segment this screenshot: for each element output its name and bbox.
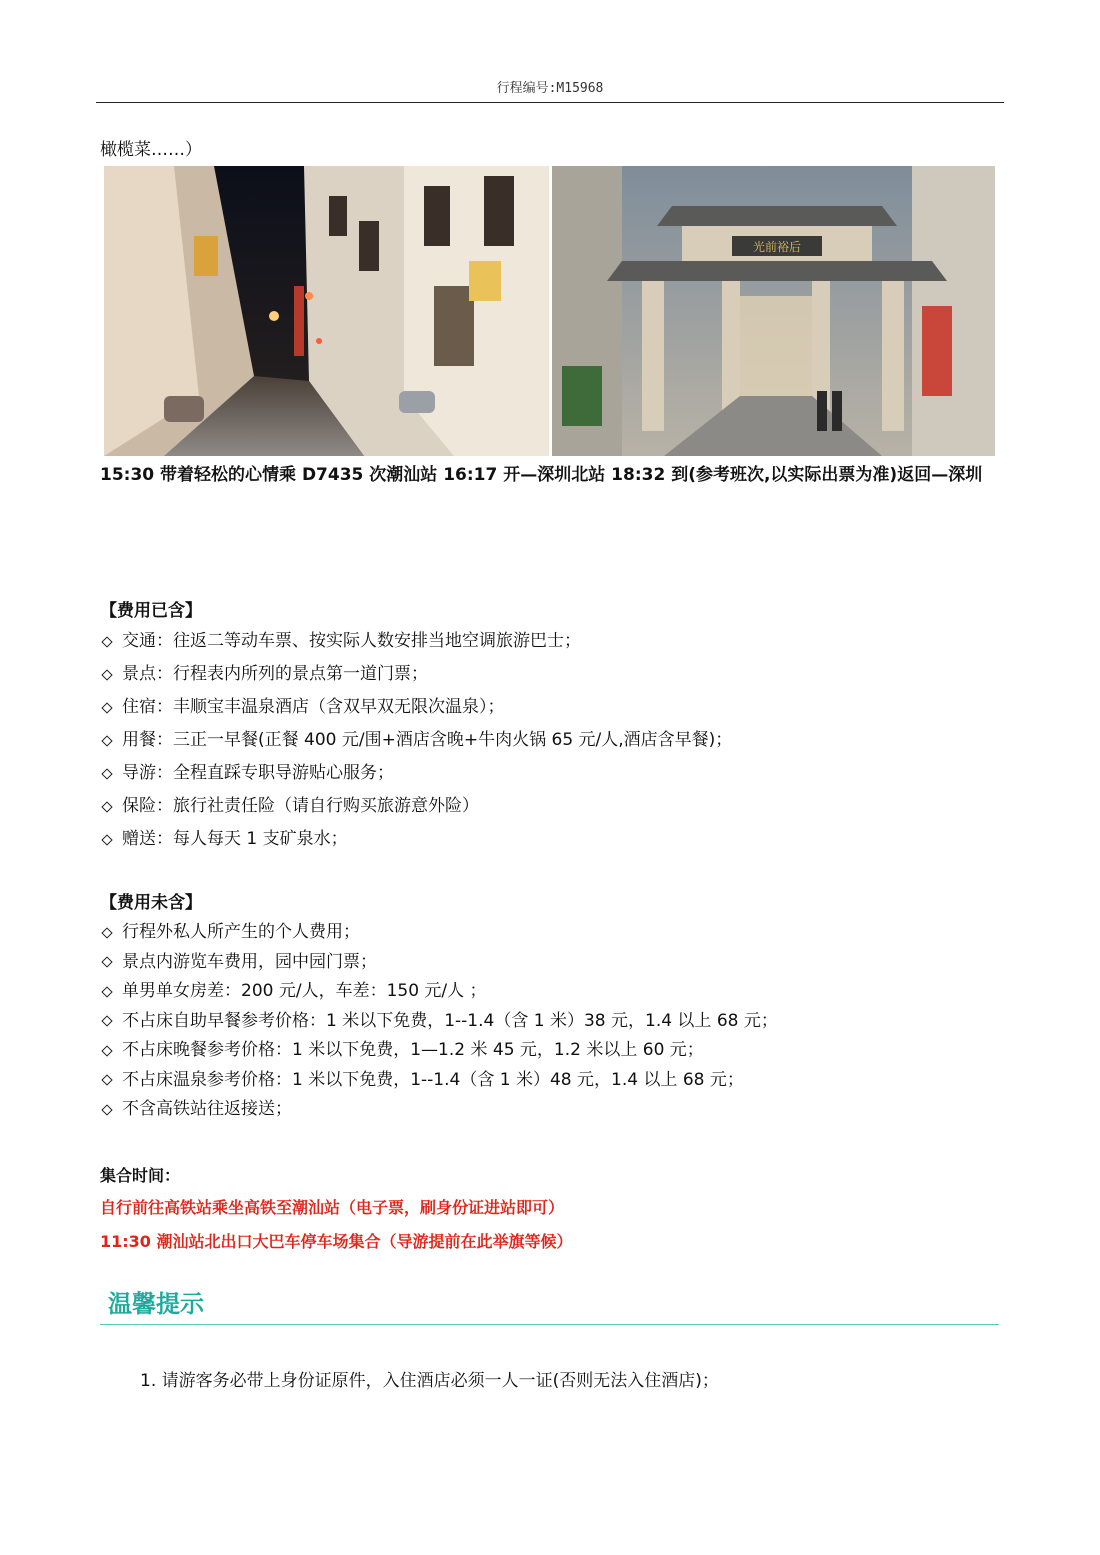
excluded-heading: 【费用未含】 <box>100 893 202 913</box>
gathering-label: 集合时间： <box>100 1166 181 1185</box>
tips-divider <box>100 1324 999 1325</box>
list-item: 不占床自助早餐参考价格：1 米以下免费，1--1.4（含 1 米）38 元，1.4 以上 68 元； <box>100 1007 778 1037</box>
list-item: 保险：旅行社责任险（请自行购买旅游意外险） <box>100 790 732 823</box>
list-item: 赠送：每人每天 1 支矿泉水； <box>100 823 732 856</box>
list-item: 单男单女房差：200 元/人，车差：150 元/人 ； <box>100 977 778 1007</box>
list-item: 交通：往返二等动车票、按实际人数安排当地空调旅游巴士； <box>100 625 732 658</box>
tips-title: 温馨提示 <box>108 1290 204 1318</box>
list-item: 不含高铁站往返接送； <box>100 1095 778 1125</box>
archway-street-photo <box>552 166 995 456</box>
included-heading: 【费用已含】 <box>100 601 202 621</box>
list-item: 住宿：丰顺宝丰温泉酒店（含双早双无限次温泉）； <box>100 691 732 724</box>
list-item: 不占床晚餐参考价格：1 米以下免费，1—1.2 米 45 元，1.2 米以上 60 元； <box>100 1036 778 1066</box>
excluded-list <box>100 918 778 1125</box>
list-item: 景点内游览车费用，园中园门票； <box>100 948 778 978</box>
itinerary-code: 行程编号:M15968 <box>96 76 1004 103</box>
continuation-text: 橄榄菜……） <box>100 140 202 160</box>
tip-item: 1. 请游客务必带上身份证原件，入住酒店必须一人一证(否则无法入住酒店)； <box>140 1371 719 1391</box>
return-train-text: 15:30 带着轻松的心情乘 D7435 次潮汕站 16:17 开—深圳北站 18:32 到(参考班次,以实际出票为准)返回—深圳 <box>100 465 983 485</box>
list-item: 用餐：三正一早餐(正餐 400 元/围+酒店含晚+牛肉火锅 65 元/人,酒店含早餐)； <box>100 724 732 757</box>
night-street-illustration <box>104 166 549 456</box>
list-item: 不占床温泉参考价格：1 米以下免费，1--1.4（含 1 米）48 元，1.4 以上 68 元； <box>100 1066 778 1096</box>
photo-strip <box>104 166 995 456</box>
gathering-line-2: 11:30 潮汕站北出口大巴车停车场集合（导游提前在此举旗等候） <box>100 1232 573 1251</box>
list-item: 导游：全程直踩专职导游贴心服务； <box>100 757 732 790</box>
night-street-photo <box>104 166 549 456</box>
gathering-line-1: 自行前往高铁站乘坐高铁至潮汕站（电子票，刷身份证进站即可） <box>100 1198 565 1217</box>
arch-sign-text: 光前裕后 <box>752 240 802 254</box>
list-item: 景点：行程表内所列的景点第一道门票； <box>100 658 732 691</box>
archway-illustration <box>552 166 995 456</box>
list-item: 行程外私人所产生的个人费用； <box>100 918 778 948</box>
included-list <box>100 625 732 856</box>
